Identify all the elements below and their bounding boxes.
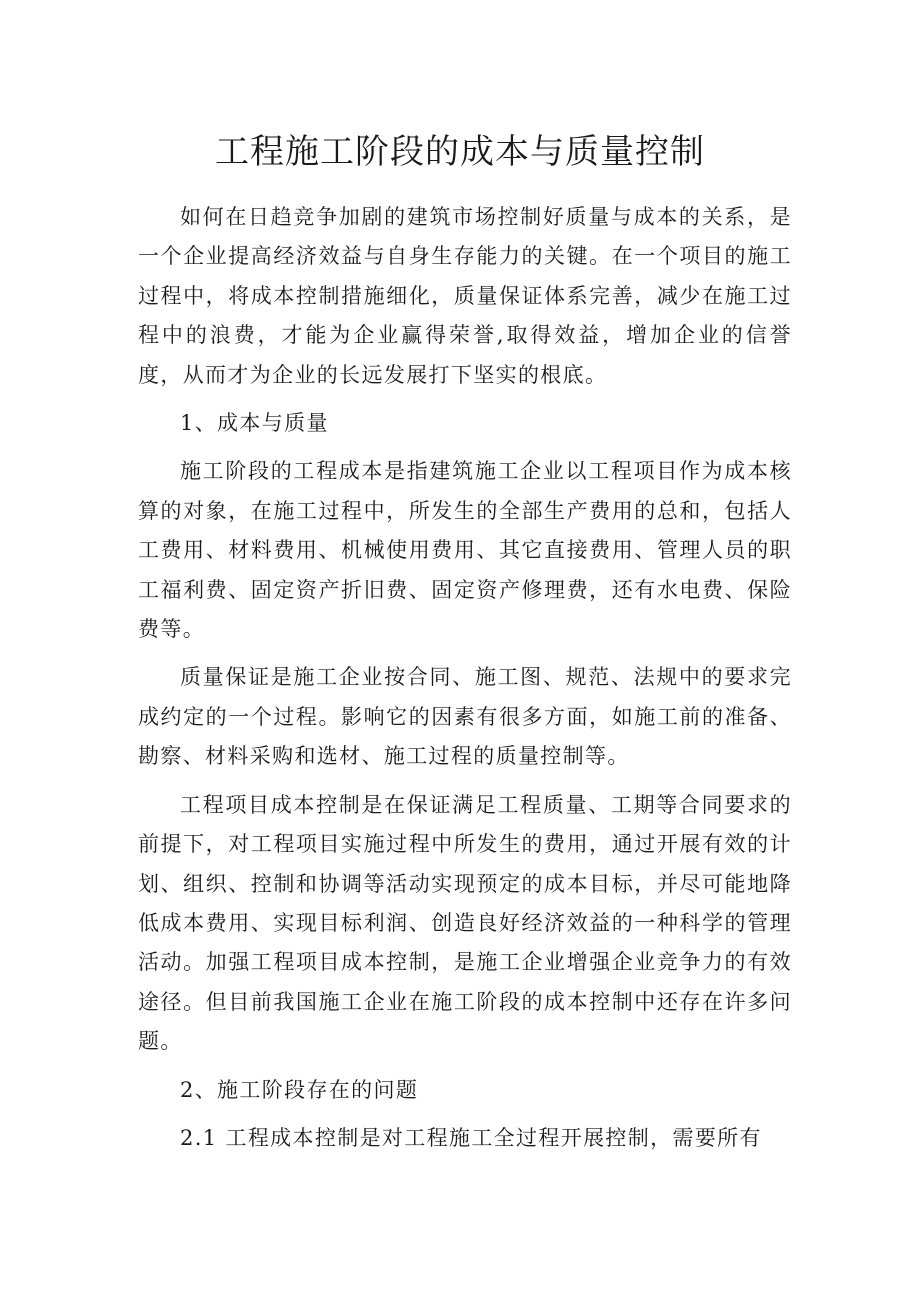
paragraph-cost-control: 工程项目成本控制是在保证满足工程质量、工期等合同要求的前提下，对工程项目实施过程中所发生的费用，通过开展有效的计划、组织、控制和协调等活动实现预定的成本目标，并尽可能地降低成本费用、实现目标利润、创造良好经济效益的一种科学的管理活动。加强工程项目成本控制，是施工企业增强企业竞争力的有效途径。但目前我国施工企业在施工阶段的成本控制中还存在许多问题。: [138, 792, 792, 1054]
section-heading-cost-quality: 1、成本与质量: [180, 411, 329, 436]
paragraph-intro: 如何在日趋竞争加剧的建筑市场控制好质量与成本的关系，是一个企业提高经济效益与自身生存能力的关键。在一个项目的施工过程中，将成本控制措施细化，质量保证体系完善，减少在施工过程中的浪费，才能为企业赢得荣誉,取得效益，增加企业的信誉度，从而才为企业的长远发展打下坚实的根底。: [138, 205, 792, 387]
section-heading-problems: 2、施工阶段存在的问题: [180, 1077, 419, 1102]
paragraph-engineering-cost: 施工阶段的工程成本是指建筑施工企业以工程项目作为成本核算的对象，在施工过程中，所发生的全部生产费用的总和，包括人工费用、材料费用、机械使用费用、其它直接费用、管理人员的职工福利费、固定资产折旧费、固定资产修理费，还有水电费、保险费等。: [138, 459, 792, 642]
paragraph-2-1: 2.1 工程成本控制是对工程施工全过程开展控制，需要所有: [180, 1125, 762, 1150]
paragraph-quality-assurance: 质量保证是施工企业按合同、施工图、规范、法规中的要求完成约定的一个过程。影响它的因素有很多方面，如施工前的准备、勘察、材料采购和选材、施工过程的质量控制等。: [138, 665, 792, 769]
document-title: 工程施工阶段的成本与质量控制: [215, 132, 705, 172]
document-body: [138, 198, 792, 1158]
